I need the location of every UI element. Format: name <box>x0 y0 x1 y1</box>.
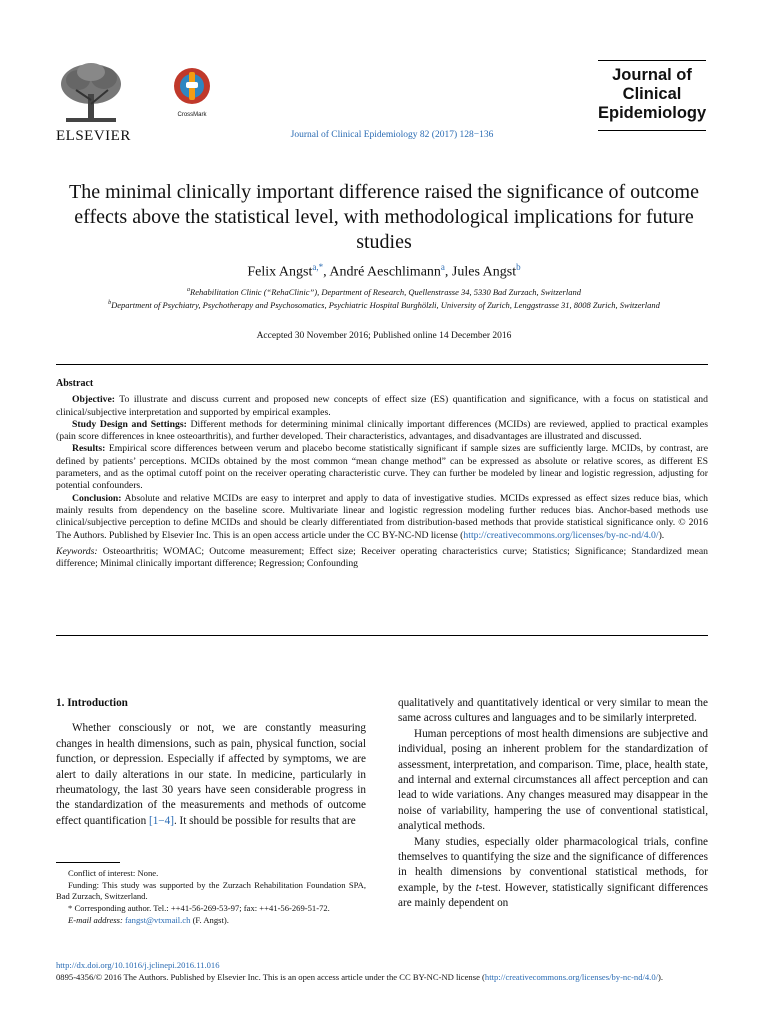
journal-logo <box>598 66 706 123</box>
body-text: . It should be possible for results that are <box>173 814 356 827</box>
abstract-label: Conclusion: <box>72 492 122 504</box>
abstract-label: Objective: <box>72 394 116 406</box>
journal-logo-rule-bottom <box>598 130 706 131</box>
footnote-corresponding: * Corresponding author. Tel.: ++41-56-269-53-97; fax: ++41-56-269-51-72. <box>68 903 330 914</box>
doi-link[interactable]: http://dx.doi.org/10.1016/j.jclinepi.2016.11.016 <box>56 960 220 970</box>
journal-logo-line: Epidemiology <box>598 104 707 122</box>
body-paragraph: Human perceptions of most health dimensions are subjective and individual, posing an inherent problem for the standardization of assessment, interpretation, and comparison. Time, place, health state, and internal and external circumstances all affect perception and can lead to wide variations. Any changes measured may disappear in the noise of variability, hampering the use of conventional statistical, analytical methods. <box>398 727 708 833</box>
body-paragraph <box>398 835 708 912</box>
publisher-name: ELSEVIER <box>56 128 131 144</box>
author-separator: , <box>323 264 330 280</box>
footnotes <box>56 868 366 927</box>
keywords-label: Keywords: <box>56 545 98 557</box>
abstract-rule-bottom <box>56 635 708 636</box>
abstract-text: To illustrate and discuss current and proposed new concepts of effect size (ES) quantification and significance, with a focus on statistical and clinical/subjective interpretation and supported by empirical examples. <box>56 394 708 418</box>
affiliation <box>60 284 708 298</box>
footnote-rule <box>56 862 120 863</box>
email-label: E-mail address: <box>68 914 123 925</box>
article-title: The minimal clinically important difference raised the significance of outcome effects above the statistical level, with methodological implications for future studies <box>69 181 699 253</box>
abstract-objective <box>56 394 708 419</box>
citation-link[interactable]: [1−4] <box>148 814 174 827</box>
abstract-rule-top <box>56 364 708 365</box>
license-link[interactable]: http://creativecommons.org/licenses/by-nc-nd/4.0/ <box>484 971 659 982</box>
abstract-text: Different methods for determining minimal clinically important differences (MCIDs) are reviewed, applied to practical examples (pain score differences in knee osteoarthritis), and further developed. Their characteristics, advantages, and disadvantages are illustrated and discussed. <box>56 418 708 443</box>
footnote-text: (F. Angst). <box>190 914 229 925</box>
affiliation <box>60 297 708 311</box>
author-separator: , <box>444 264 452 280</box>
affiliation-mark: a <box>187 287 191 293</box>
author-name[interactable]: André Aeschlimann <box>329 264 441 280</box>
author-affiliation-mark[interactable]: a <box>440 262 445 272</box>
copyright-text: 0895-4356/© 2016 The Authors. Published by Elsevier Inc. This is an open access article under the CC BY-NC-ND license ( <box>56 971 485 982</box>
abstract-text: ). <box>658 529 665 541</box>
body-paragraph <box>56 721 366 829</box>
abstract <box>56 378 708 570</box>
journal-logo-line: Clinical <box>622 85 682 103</box>
affiliation-mark: b <box>108 300 112 306</box>
abstract-heading: Abstract <box>56 378 94 389</box>
journal-logo-line: Journal of <box>612 66 692 84</box>
copyright-text: ). <box>658 971 664 982</box>
abstract-conclusion <box>56 493 708 542</box>
abstract-study-design <box>56 419 708 444</box>
crossmark-label: CrossMark <box>177 112 207 118</box>
crossmark-badge[interactable] <box>172 66 212 118</box>
email-link[interactable]: fangst@vtxmail.ch <box>124 914 191 925</box>
abstract-label: Study Design and Settings: <box>72 418 187 430</box>
author-affiliation-mark[interactable]: b <box>516 262 521 272</box>
body-text: -test. However, statistically significant differences are mainly dependent on <box>398 881 709 910</box>
body-text: Many studies, especially older pharmacological trials, confine themselves to quantifying the size and the significance of differences in health dimensions by conventional statistical methods, for example, by the <box>398 835 708 894</box>
abstract-text: Empirical score differences between verum and placebo become statistically significant if sample sizes are sufficiently large. MCIDs, by contrast, are defined by patients’ perceptions. MCIDs obtained by the most common “mean change method” can be expressed as absolute or relative scores, as different ES parameters, and as the optimal cutoff point on the receiver operating characteristic curve. They can further be modeled by linear and logistic regression, adjusting for potential confounders. <box>56 443 708 492</box>
author-name[interactable]: Jules Angst <box>451 264 517 280</box>
journal-logo-rule-top <box>598 60 706 61</box>
elsevier-tree-logo <box>56 60 126 126</box>
crossmark-icon <box>172 66 212 106</box>
journal-citation[interactable]: Journal of Clinical Epidemiology 82 (2017) 128−136 <box>290 130 494 140</box>
author-affiliation-mark[interactable]: a,* <box>312 262 324 272</box>
article-dates: Accepted 30 November 2016; Published online 14 December 2016 <box>256 331 512 341</box>
body-text: Whether consciously or not, we are constantly measuring changes in health dimensions, such as pain, physical function, social function, or depression. Especially if affected by symptoms, we are alert to daily alterations in our state. In medicine, particularly in rheumatology, the last 30 years have seen considerable progress in the standardization of the measurements and methods of outcome effect quantification <box>56 722 366 827</box>
page-footer <box>56 960 708 983</box>
affiliation-text: Department of Psychiatry, Psychotherapy and Psychosomatics, Psychiatric Hospital Burghölzli, University of Zurich, Lenggstrasse 31, 8008 Zurich, Switzerland <box>111 299 660 310</box>
affiliation-text: Rehabilitation Clinic (“RehaClinic”), Department of Research, Quellenstrasse 34, 5330 Bad Zurzach, Switzerland <box>190 286 581 297</box>
body-paragraph: qualitatively and quantitatively identical or very similar to mean the same across cultures and languages and to be similarly interpreted. <box>398 697 708 725</box>
author-name[interactable]: Felix Angst <box>247 264 313 280</box>
section-heading: 1. Introduction <box>56 697 128 709</box>
footnote-funding: Funding: This study was supported by the Zurzach Rehabilitation Foundation SPA, Bad Zurzach, Switzerland. <box>56 879 366 902</box>
keywords-text: Osteoarthritis; WOMAC; Outcome measurement; Effect size; Receiver operating characteristics curve; Statistics; Significance; Standardized mean difference; Minimal clinically important difference; Regression; Confounding <box>56 545 708 570</box>
abstract-text: Absolute and relative MCIDs are easy to interpret and apply to data of investigative studies. MCIDs expressed as effect sizes reduce bias, which mainly results from dependency on the baseline score. Multivariate linear and logistic regression modeling further reduces bias. Anchor-based methods use clinical/subjective perception to define MCIDs and should be clearly differentiated from distribution-based methods that provide statistical significance only. © 2016 The Authors. Published by Elsevier Inc. This is an open access article under the CC BY-NC-ND license ( <box>56 492 708 541</box>
footnote-conflict: Conflict of interest: None. <box>68 868 159 878</box>
abstract-results <box>56 443 708 492</box>
abstract-label: Results: <box>72 443 106 455</box>
keywords <box>56 546 708 571</box>
license-link[interactable]: http://creativecommons.org/licenses/by-nc-nd/4.0/ <box>463 529 659 541</box>
body-left-column <box>56 696 366 829</box>
body-right-column <box>398 696 708 912</box>
author-list <box>50 262 718 281</box>
body-text-italic: t <box>475 881 479 894</box>
footnote-email <box>56 915 366 927</box>
